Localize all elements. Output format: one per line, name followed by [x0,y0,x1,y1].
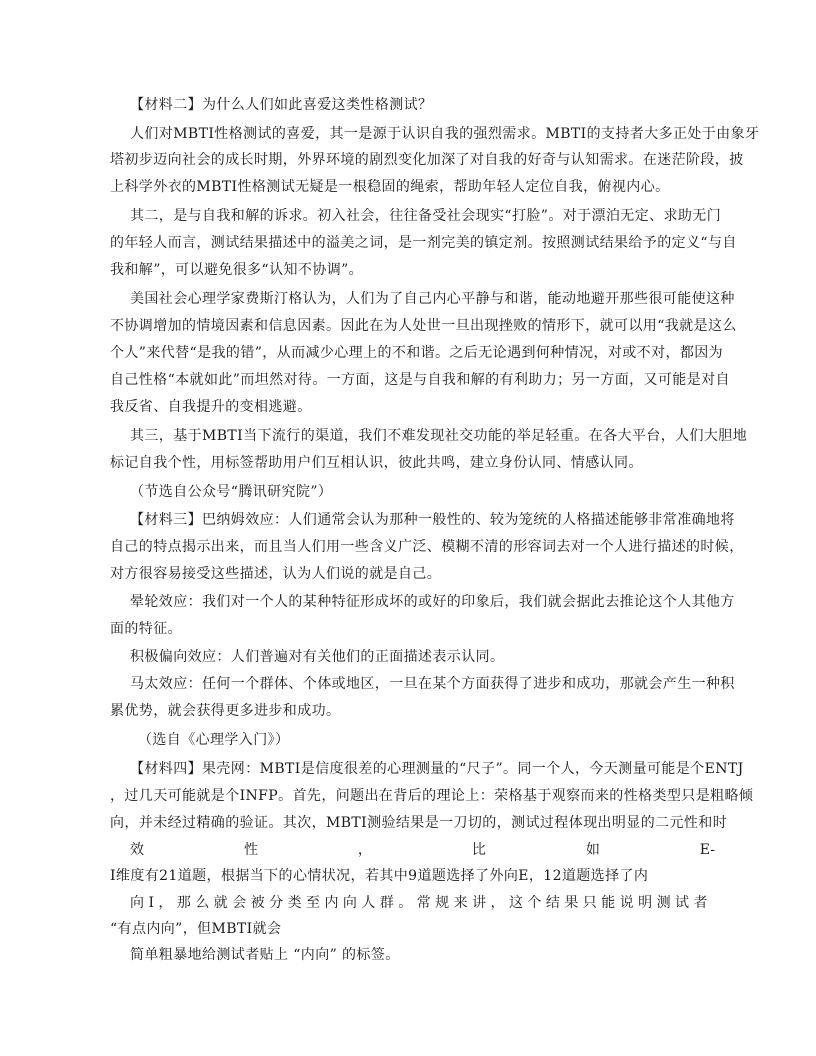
material2-p2-line1: 其二，是与自我和解的诉求。初入社会，往往备受社会现实“打脸”。对于漂泊无定、求助无门 [130,208,722,224]
material4-line4-word: 如 [585,842,600,858]
material4-line5: I维度有21道题，根据当下的心情状况，若其中9道题选择了外向E，12道题选择了内 [110,868,649,884]
material2-title: 【材料二】为什么人们如此喜爱这类性格测试？ [130,97,433,113]
material3-p3: 积极偏向效应：人们普遍对有关他们的正面描述表示认同。 [130,649,505,665]
material4-line2: ，过几天可能就是个INFP。首先，问题出在背后的理论上：荣格基于观察而来的性格类型只是粗略倾 [110,788,754,804]
material4-line4-word: 比 [471,842,486,858]
material2-p3-line4: 自己性格“本就如此”而坦然对待。一方面，这是与自我和解的有利助力；另一方面，又可能是对自 [110,372,730,388]
material3-p4-line2: 累优势，就会获得更多进步和成功。 [110,703,341,719]
material4-line7: “有点内向”，但MBTI就会 [110,921,282,937]
material2-p4-line2: 标记自我个性，用标签帮助用户们互相认识，彼此共鸣，建立身份认同、情感认同。 [110,455,643,471]
material4-line1: 【材料四】果壳网：MBTI是信度很差的心理测量的“尺子”。同一个人，今天测量可能是个ENTJ [130,761,744,777]
material2-p2-line3: 我和解”，可以避免很多“认知不协调”。 [110,262,364,278]
material2-p1-line1: 人们对MBTI性格测试的喜爱，其一是源于认识自我的强烈需求。MBTI的支持者大多正处于由象牙 [130,126,760,142]
material4-line8: 简单粗暴地给测试者贴上 “内向” 的标签。 [130,947,400,963]
material2-source: （节选自公众号“腾讯研究院”） [130,484,333,500]
material4-line3: 向，并未经过精确的验证。其次，MBTI测验结果是一刀切的，测试过程体现出明显的二元性和时 [110,815,728,831]
material4-line4-word: 效 [130,842,144,858]
material2-p4-line1: 其三，基于MBTI当下流行的渠道，我们不难发现社交功能的举足轻重。在各大平台，人们大胆地 [130,428,748,444]
material2-p3-line3: 个人”来代替“是我的错”，从而减少心理上的不和谐。之后无论遇到何种情况，对或不对，都因为 [110,345,724,361]
material2-p3-line1: 美国社会心理学家费斯汀格认为，人们为了自己内心平静与和谐，能动地避开那些很可能使这种 [130,291,735,307]
material3-p1-line2: 自己的特点揭示出来，而且当人们用一些含义广泛、模糊不清的形容词去对一个人进行描述的时候， [110,539,744,555]
material4-line6: 向 I ， 那 么 就 会 被 分 类 至 内 向 人 群 。 常 规 来 讲 ， 这 个 结 果 只 能 说 明 测 试 者 [130,895,708,911]
material2-p2-line2: 的年轻人而言，测试结果描述中的溢美之词，是一剂完美的镇定剂。按照测试结果给予的定义“与自 [110,235,737,251]
material3-p1-line3: 对方很容易接受这些描述，认为人们说的就是自己。 [110,566,442,582]
material4-line4 [130,840,715,860]
material4-line4-word: 性 [243,842,258,858]
material3-p2-line2: 面的特征。 [110,621,182,637]
material3-p4-line1: 马太效应：任何一个群体、个体或地区，一旦在某个方面获得了进步和成功，那就会产生一种积 [130,676,735,692]
material3-p2-line1: 晕轮效应：我们对一个人的某种特征形成坏的或好的印象后，我们就会据此去推论这个人其他方 [130,594,735,610]
material3-p1-line1: 【材料三】巴纳姆效应：人们通常会认为那种一般性的、较为笼统的人格描述能够非常准确地将 [130,512,735,528]
material2-p1-line2: 塔初步迈向社会的成长时期，外界环境的剧烈变化加深了对自我的好奇与认知需求。在迷茫阶段，披 [110,152,744,168]
material4-line4-word: ， [357,842,372,858]
material2-p3-line2: 不协调增加的情境因素和信息因素。因此在为人处世一旦出现挫败的情形下，就可以用“我就是这么 [110,318,737,334]
material2-p3-line5: 我反省、自我提升的变相逃避。 [110,399,312,415]
material3-source: （选自《心理学入门》） [138,732,290,748]
material4-line4-word: E- [699,842,715,858]
material2-p1-line3: 上科学外衣的MBTI性格测试无疑是一根稳固的绳索，帮助年轻人定位自我，俯视内心。 [110,179,670,195]
